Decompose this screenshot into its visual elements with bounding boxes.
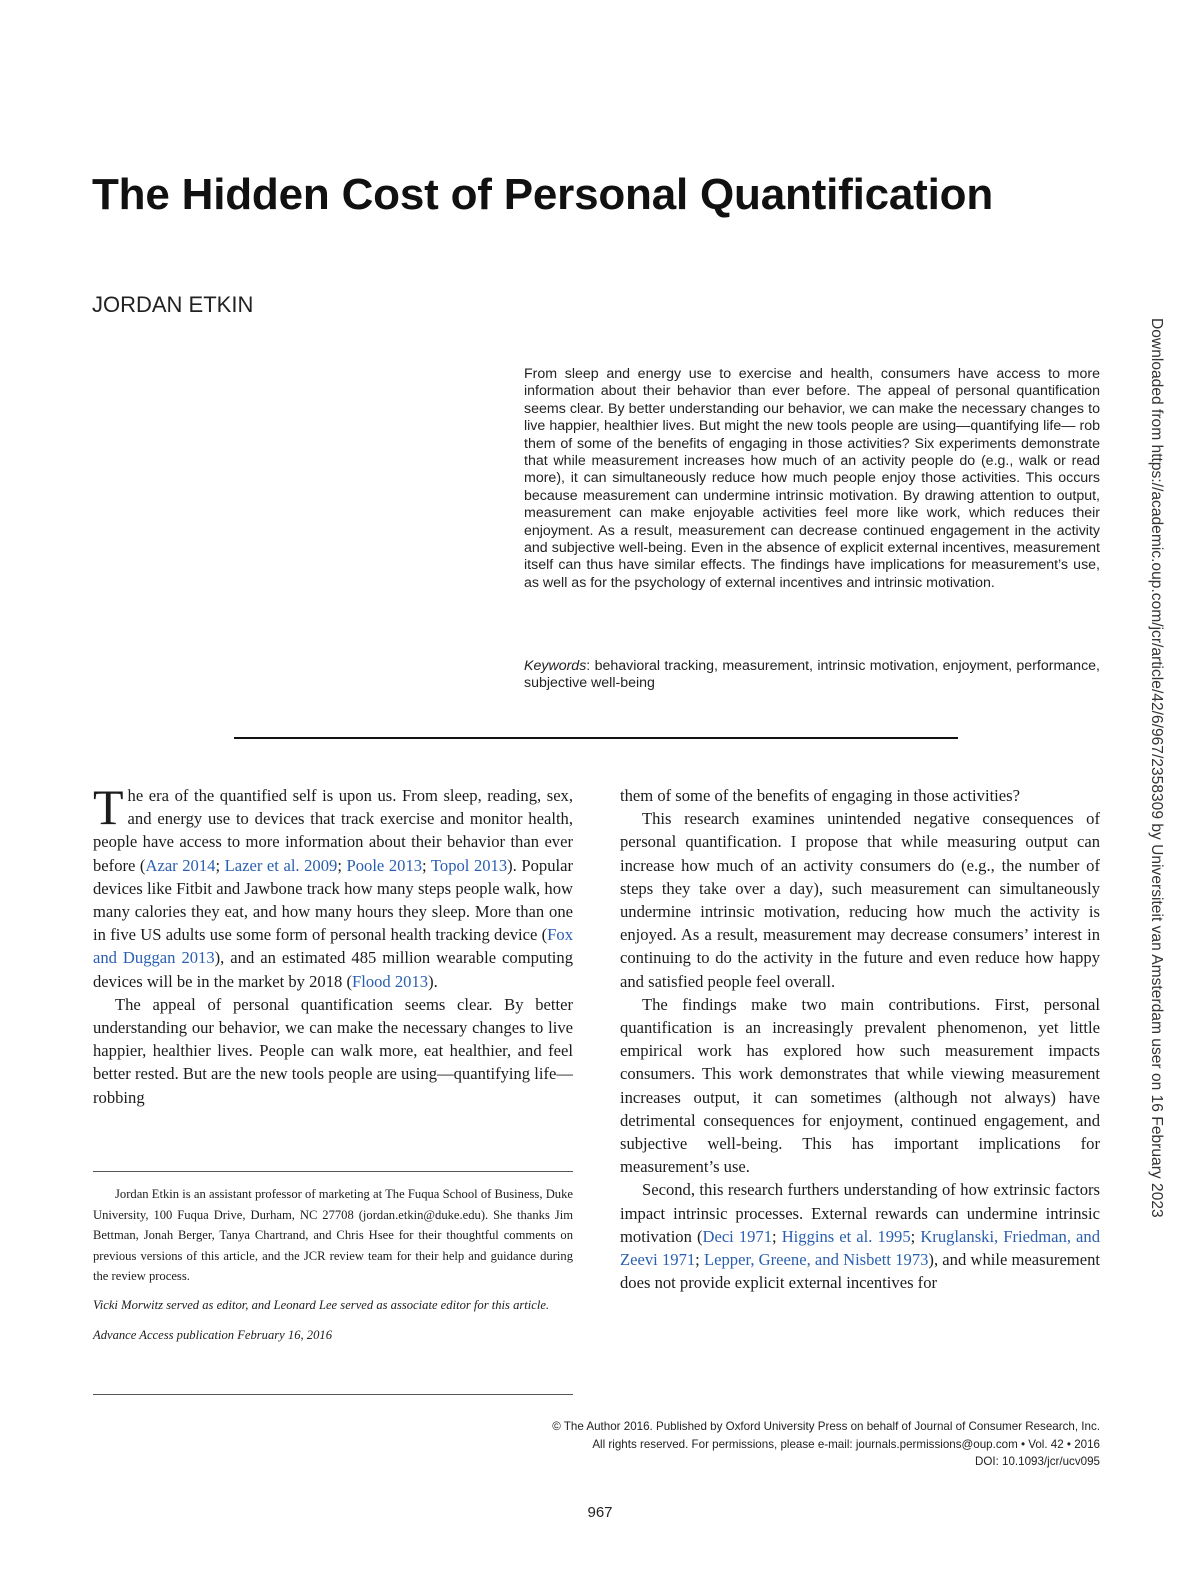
permissions-line: All rights reserved. For permissions, please e-mail: journals.permissions@oup.com • Vol. 42 • 2016 xyxy=(592,1437,1100,1451)
abstract: From sleep and energy use to exercise and health, consumers have access to more information about their behavior than ever before. The appeal of personal quantification seems clear. By better understanding our behavior, we can make the necessary changes to live happier, healthier lives. But might the new tools people are using—quantifying life— rob them of some of the benefits of engaging in those activities? Six experiments demonstrate that while measurement increases how much of an activity people do (e.g., walk or read more), it can simultaneously reduce how much people enjoy those activities. This occurs because measurement can undermine intrinsic motivation. By drawing attention to output, measurement can make enjoyable activities feel more like work, which reduces their enjoyment. As a result, measurement can decrease continued engagement in the activity and subjective well-being. Even in the absence of explicit external incentives, measurement itself can thus have similar effects. The findings have implications for measurement’s use, as well as for the psychology of external incentives and intrinsic motivation. xyxy=(524,366,1100,591)
citation-link[interactable]: Kruglanski, Friedman, and Zeevi 1971 xyxy=(620,1226,1100,1270)
citation-link[interactable]: Fox and Duggan 2013 xyxy=(93,925,573,968)
footnote-divider-bottom xyxy=(93,1394,573,1395)
keywords xyxy=(524,658,1100,693)
copyright-block xyxy=(430,1418,1100,1471)
citation-link[interactable]: Deci 1971 xyxy=(702,1226,773,1246)
body-text: ; xyxy=(910,1226,921,1246)
drop-cap: T xyxy=(93,779,124,835)
body-text: ; xyxy=(772,1226,782,1246)
body-paragraph-2: The appeal of personal quantification seems clear. By better understanding our behavior, we can make the necessary changes to live happier, healthier lives. People can walk more, eat healthier, and feel better rested. But are the new tools people are using—quantifying life—robbing xyxy=(93,994,573,1107)
body-text: ), and an estimated 485 million wearable computing devices will be in the market by 2018 ( xyxy=(93,948,574,991)
author-name: JORDAN ETKIN xyxy=(92,292,254,317)
body-column-right xyxy=(620,784,1100,1294)
citation-link[interactable]: Poole 2013 xyxy=(346,855,423,875)
body-text: he era of the quantified self is upon us. From sleep, reading, sex, and energy use to devices that track exercise and monitor health, people have access to more information about their behavior than ever before ( xyxy=(93,786,573,875)
body-paragraph-5: The findings make two main contributions. First, personal quantification is an increasingly prevalent phenomenon, yet little empirical work has explored how such measurement impacts consumers. This work demonstrates that while viewing measurement increases output, it can sometimes (although not always) have detrimental consequences for enjoyment, continued engagement, and subjective well-being. This has important implications for measurement’s use. xyxy=(620,994,1100,1177)
download-watermark: Downloaded from https://academic.oup.com/jcr/article/42/6/967/2358309 by Universiteit van Amsterdam user on 16 February 2023 xyxy=(1148,318,1165,1218)
body-text: ; xyxy=(695,1250,704,1270)
citation-link[interactable]: Azar 2014 xyxy=(145,855,216,875)
body-text: Second, this research furthers understanding of how extrinsic factors impact intrinsic processes. External rewards can undermine intrinsic motivation ( xyxy=(620,1180,1100,1246)
body-column-left xyxy=(93,779,574,1109)
citation-link[interactable]: Topol 2013 xyxy=(430,855,508,875)
citation-link[interactable]: Flood 2013 xyxy=(351,971,429,991)
copyright-line: © The Author 2016. Published by Oxford University Press on behalf of Journal of Consumer Research, Inc. xyxy=(552,1420,1100,1433)
body-text: ). Popular devices like Fitbit and Jawbone track how many steps people walk, how many calories they eat, and how many hours they sleep. More than one in five US adults use some form of personal health tracking device ( xyxy=(93,855,573,945)
doi-line: DOI: 10.1093/jcr/ucv095 xyxy=(974,1455,1100,1468)
keywords-label: Keywords xyxy=(524,658,587,674)
body-text: ; xyxy=(337,855,347,875)
editor-footnote: Vicki Morwitz served as editor, and Leonard Lee served as associate editor for this article. xyxy=(93,1297,550,1312)
body-text: ). xyxy=(428,971,438,991)
body-text: ), and while measurement does not provide explicit external incentives for xyxy=(620,1250,1100,1293)
body-paragraph-3: them of some of the benefits of engaging in those activities? xyxy=(620,786,1020,805)
article-title: The Hidden Cost of Personal Quantification xyxy=(92,170,993,219)
body-paragraph-6 xyxy=(620,1178,1100,1294)
body-paragraph-1 xyxy=(93,779,574,993)
page-number: 967 xyxy=(587,1504,613,1521)
body-paragraph-4: This research examines unintended negative consequences of personal quantification. I propose that while measuring output can increase how much of an activity consumers do (e.g., the number of steps they take over a day), such measurement can simultaneously undermine intrinsic motivation, reducing how much the activity is enjoyed. As a result, measurement may decrease consumers’ interest in continuing to do the activity in the future and even reduce how happy and satisfied people feel overall. xyxy=(620,809,1100,991)
author-bio-footnote: Jordan Etkin is an assistant professor of marketing at The Fuqua School of Business, Duke University, 100 Fuqua Drive, Durham, NC 27708 (jordan.etkin@duke.edu). She thanks Jim Bettman, Jonah Berger, Tanya Chartrand, and Chris Hsee for their thoughtful comments on previous versions of this article, and the JCR review team for their help and guidance during the review process. xyxy=(93,1187,573,1283)
citation-link[interactable]: Lazer et al. 2009 xyxy=(224,855,338,875)
section-divider xyxy=(234,737,958,739)
citation-link[interactable]: Lepper, Greene, and Nisbett 1973 xyxy=(704,1250,929,1270)
body-text: ; xyxy=(215,855,225,875)
advance-access-footnote: Advance Access publication February 16, 2016 xyxy=(93,1328,332,1342)
footnote-divider xyxy=(93,1171,573,1172)
body-text: ; xyxy=(422,855,431,875)
keywords-text: : behavioral tracking, measurement, intrinsic motivation, enjoyment, performance, subjective well-being xyxy=(524,658,1100,692)
footnotes xyxy=(93,1184,573,1346)
citation-link[interactable]: Higgins et al. 1995 xyxy=(781,1226,911,1246)
